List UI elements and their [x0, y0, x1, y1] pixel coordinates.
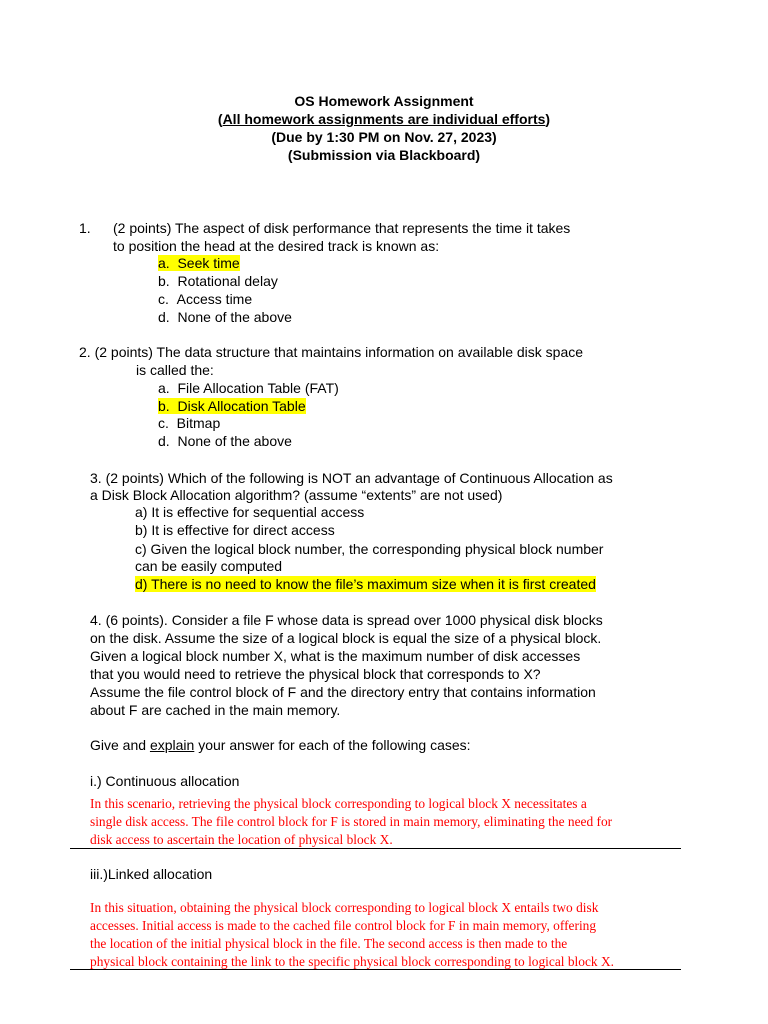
q2-option-d: d. None of the above	[158, 433, 292, 449]
answer2-line2: accesses. Initial access is made to the cached file control block for F in main memory, offering	[90, 918, 597, 933]
explain-underlined: explain	[149, 737, 195, 753]
q3-option-c-line2: can be easily computed	[135, 558, 283, 574]
case-continuous-allocation: i.) Continuous allocation	[90, 773, 240, 789]
q4-text-line5: Assume the file control block of F and the directory entry that contains information	[90, 684, 596, 700]
answer1-line1: In this scenario, retrieving the physical block corresponding to logical block X necessitates a	[90, 796, 587, 811]
q2-text-line1: 2. (2 points) The data structure that maintains information on available disk space	[79, 344, 584, 360]
q2-option-c: c. Bitmap	[158, 415, 221, 431]
submission-note: (Submission via Blackboard)	[287, 147, 481, 163]
answer1-divider	[70, 848, 681, 849]
q1-highlighted-answer: a. Seek time	[158, 255, 240, 271]
q4-instructions: Give and explain your answer for each of the following cases:	[90, 737, 471, 753]
q3-text-line1: 3. (2 points) Which of the following is NOT an advantage of Continuous Allocation as	[90, 470, 613, 486]
answer2-divider	[70, 969, 681, 970]
q4-text-line6: about F are cached in the main memory.	[90, 702, 341, 718]
q4-text-line1: 4. (6 points). Consider a file F whose data is spread over 1000 physical disk blocks	[90, 612, 603, 628]
answer1-line2: single disk access. The file control block for F is stored in main memory, eliminating the need for	[90, 814, 613, 829]
q2-option-b	[158, 397, 306, 415]
q4-text-line2: on the disk. Assume the size of a logical block is equal the size of a physical block.	[90, 630, 602, 646]
q1-option-b: b. Rotational delay	[158, 273, 278, 289]
underlined-note: All homework assignments are individual efforts	[222, 111, 546, 127]
due-date: (Due by 1:30 PM on Nov. 27, 2023)	[271, 129, 497, 145]
q3-text-line2: a Disk Block Allocation algorithm? (assume “extents” are not used)	[90, 487, 503, 503]
q2-highlighted-answer: b. Disk Allocation Table	[158, 398, 306, 414]
answer1-line3: disk access to ascertain the location of physical block X.	[90, 832, 393, 847]
q1-option-d: d. None of the above	[158, 309, 292, 325]
q3-option-d	[135, 575, 596, 593]
answer2-line3: the location of the initial physical block in the file. The second access is then made to the	[90, 936, 568, 951]
case-linked-allocation: iii.)Linked allocation	[90, 866, 213, 882]
assignment-title: OS Homework Assignment	[294, 93, 474, 109]
q1-option-c: c. Access time	[158, 291, 253, 307]
q1-text-line1: (2 points) The aspect of disk performance that represents the time it takes	[113, 220, 571, 236]
q3-option-a: a) It is effective for sequential access	[135, 504, 365, 520]
assignment-note: (All homework assignments are individual efforts)	[217, 111, 551, 127]
q1-option-a	[158, 254, 240, 272]
q2-text-line2: is called the:	[136, 362, 214, 378]
answer2-line4: physical block containing the link to the specific physical block corresponding to logical block X.	[90, 954, 614, 969]
q1-number: 1.	[79, 220, 91, 236]
q3-option-c-line1: c) Given the logical block number, the corresponding physical block number	[135, 541, 604, 557]
q2-option-a: a. File Allocation Table (FAT)	[158, 380, 339, 396]
q4-text-line4: that you would need to retrieve the physical block that corresponds to X?	[90, 666, 541, 682]
q4-text-line3: Given a logical block number X, what is the maximum number of disk accesses	[90, 648, 581, 664]
answer2-line1: In this situation, obtaining the physical block corresponding to logical block X entails two disk	[90, 900, 599, 915]
q1-text-line2: to position the head at the desired track is known as:	[113, 238, 440, 254]
q3-option-b: b) It is effective for direct access	[135, 522, 335, 538]
q3-highlighted-answer: d) There is no need to know the file’s maximum size when it is first created	[135, 576, 596, 592]
